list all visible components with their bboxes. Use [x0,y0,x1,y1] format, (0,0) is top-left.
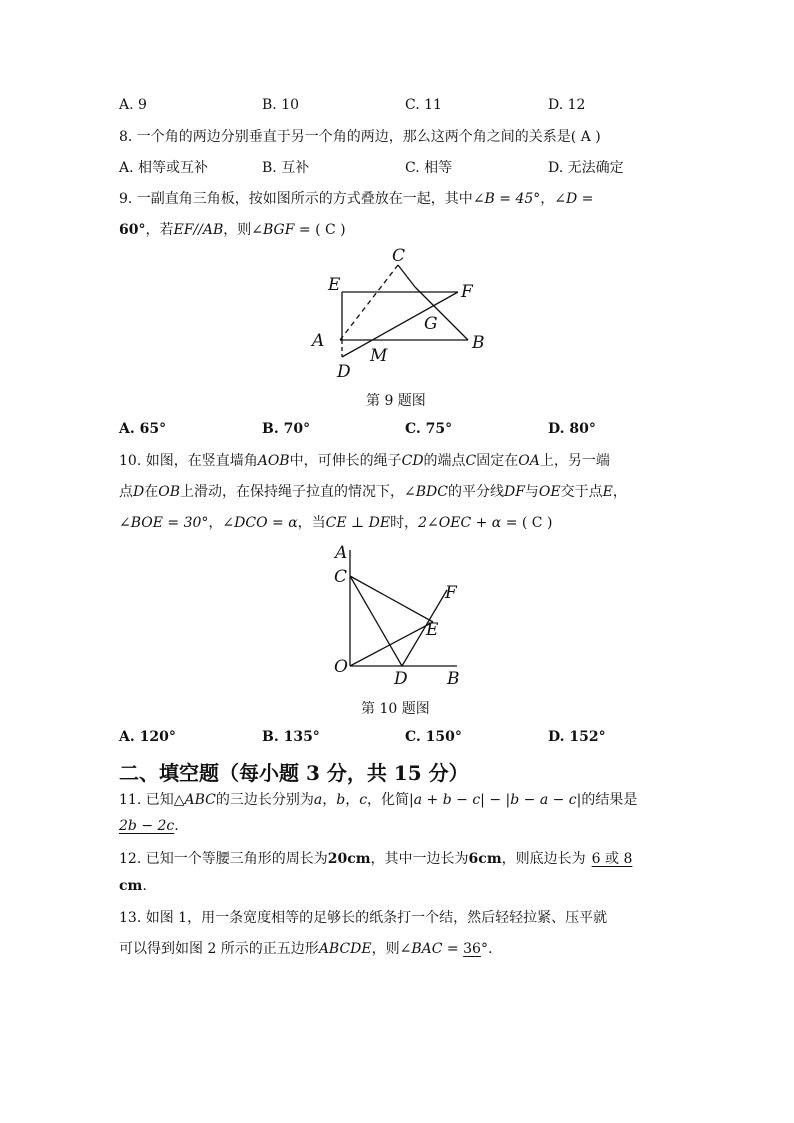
text: ，则 [371,941,400,957]
text: 的结果是 [581,792,638,808]
text: 交于点 [560,484,603,500]
q9-option-c: C. 75° [405,421,453,437]
math: AOB [257,453,290,469]
q9-option-d: D. 80° [548,421,596,437]
math: ∠DCO = α [222,515,298,531]
text: °. [480,941,493,957]
text: 9. 一副直角三角板，按如图所示的方式叠放在一起，其中 [119,191,473,207]
text: 与 [524,484,539,500]
q9-figure [300,245,500,385]
text: 固定在 [476,453,519,469]
q9-option-b: B. 70° [262,421,311,437]
math: ∠BOE = 30° [119,515,209,531]
label-e: E [426,620,439,640]
q13-question-line2 [119,938,492,958]
q10-option-a [119,729,176,745]
text: 的平分线 [447,484,504,500]
q10-question-line3 [119,512,552,532]
text: = ( C ) [501,515,553,531]
option-text: D. 152° [548,729,606,745]
text: ， [540,191,555,207]
math: OE [538,484,561,500]
bisector-df [402,590,447,666]
text: = [442,941,464,957]
q13-answer: 36 [463,941,481,957]
q7-option-b: B. 10 [262,97,300,113]
q8-question: 8. 一个角的两边分别垂直于另一个角的两边，那么这两个角之间的关系是( A ) [119,129,601,145]
math: △ABC [173,792,216,808]
q9-option-a: A. 65° [119,421,167,437]
q8-option-d: D. 无法确定 [548,160,624,176]
label-g: G [424,314,438,334]
q8-option-a: A. 相等或互补 [119,160,209,176]
text: 的端点 [423,453,466,469]
q10-option-c [405,729,462,745]
edge-c-top [398,265,415,287]
math: OA [518,453,540,469]
math: 2∠OEC + α [418,515,502,531]
label-m: M [370,346,388,366]
text: 时， [390,515,419,531]
text: ， [322,792,337,808]
text: 12. 已知一个等腰三角形的周长为 [119,851,328,867]
label-c: C [334,567,348,587]
math: 6cm [468,851,502,867]
section-title-fill-in: 二、填空题（每小题 3 分，共 15 分） [119,761,469,785]
text: 在 [144,484,159,500]
math: EF//AB [173,222,224,238]
q11-question-line1 [119,789,637,809]
text: ，化简 [367,792,410,808]
q13-question-line1: 13. 如图 1，用一条宽度相等的足够长的纸条打一个结，然后轻轻拉紧、压平就 [119,910,608,926]
math: 20cm [327,851,371,867]
math: D [133,484,145,500]
q10-caption: 第 10 题图 [361,701,430,717]
q11-answer: 2b − 2c [119,818,175,834]
edge-ac-hidden [340,265,398,340]
text: = ( C ) [294,222,346,238]
math: |a + b − c| − |b − a − c| [409,792,582,808]
q10-option-b [262,729,320,745]
text: ，则底边长为 [501,851,586,867]
q10-question-line2 [119,481,627,501]
label-c: C [392,246,406,266]
q9-question-line1 [119,188,593,208]
text: 上滑动，在保持绳子拉直的情况下， [180,484,404,500]
math: ∠BDC [404,484,448,500]
label-e: E [328,275,341,295]
q9-caption: 第 9 题图 [366,393,426,409]
text: ，其中一边长为 [370,851,469,867]
q7-option-a: A. 9 [119,97,147,113]
segment-ce [350,576,433,622]
q12-question-line1 [119,848,632,868]
math: ABCDE [318,941,372,957]
text: ，若 [145,222,174,238]
q7-option-c: C. 11 [405,97,442,113]
label-b: B [472,333,485,353]
math: CD [401,453,424,469]
label-f: F [445,583,457,603]
label-d: D [394,669,408,689]
text: 上，另一端 [539,453,610,469]
math: OB [158,484,180,500]
label-f: F [461,282,473,302]
q10-question-line1 [119,450,610,470]
math: a [313,792,323,808]
label-o: O [334,657,348,677]
text: ，当 [297,515,326,531]
q8-option-b: B. 互补 [262,160,310,176]
text: ， [208,515,223,531]
text: . [174,818,179,834]
math: b [336,792,346,808]
q9-question-line2 [119,219,346,239]
label-d: D [337,362,351,382]
math: ∠B = 45° [472,191,541,207]
math: c [359,792,368,808]
text: . [142,878,147,894]
q12-answer: 6 或 8 [591,851,633,867]
math: cm [119,878,143,894]
option-text: C. 150° [405,729,462,745]
option-text: A. 120° [119,729,176,745]
math: C [465,453,477,469]
math: CE ⊥ DE [325,515,391,531]
math: 60° [119,222,146,238]
text: 可以得到如图 2 所示的正五边形 [119,941,319,957]
text: 10. 如图，在竖直墙角 [119,453,258,469]
q10-option-d [548,729,606,745]
text: ， [612,484,627,500]
text: 的三边长分别为 [215,792,314,808]
option-text: B. 135° [262,729,320,745]
text: ， [345,792,360,808]
math: E [602,484,613,500]
label-a: A [312,331,325,351]
label-a: A [335,543,348,563]
segment-oe [350,622,433,666]
q12-question-line2 [119,878,147,894]
q10-figure [325,540,475,690]
math: DF [503,484,525,500]
text: ，则 [223,222,252,238]
q7-option-d: D. 12 [548,97,586,113]
edge-df [342,292,458,357]
math: ∠D = [554,191,594,207]
label-b: B [447,669,460,689]
math: ∠BAC [399,941,443,957]
q11-question-line2 [119,818,179,834]
text: 点 [119,484,133,500]
q8-option-c: C. 相等 [405,160,453,176]
text: 中，可伸长的绳子 [289,453,402,469]
text: 11. 已知 [119,792,174,808]
math: ∠BGF [251,222,295,238]
